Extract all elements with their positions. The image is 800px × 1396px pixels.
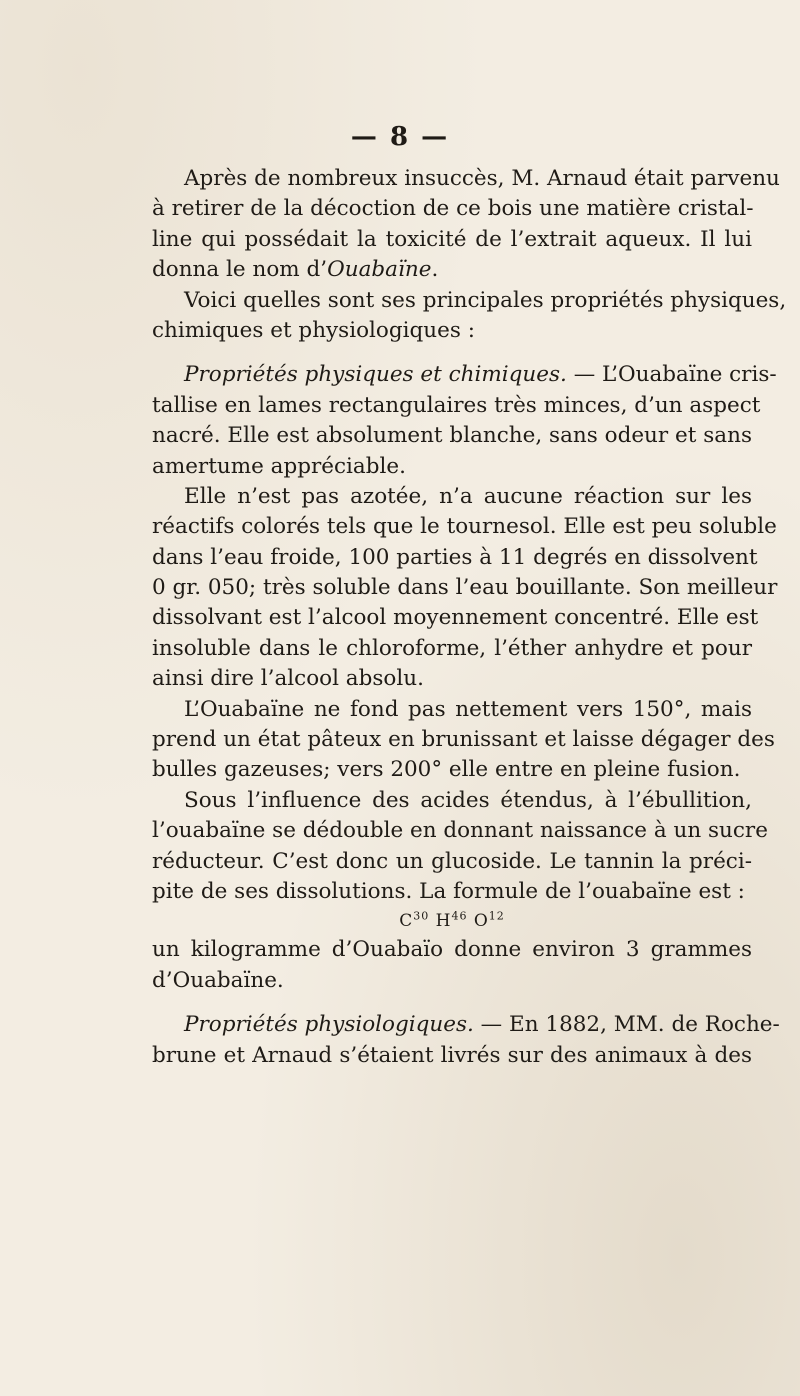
text-line: pite de ses dissolutions. La formule de l’ouabaïne est : <box>152 878 745 904</box>
formula-element: C <box>399 911 414 932</box>
text-line <box>152 255 752 285</box>
text-line: brune et Arnaud s’étaient livrés sur des animaux à des <box>152 1042 752 1068</box>
text-line: line qui possédait la toxicité de l’extrait aqueux. Il lui <box>152 226 752 252</box>
section-heading: Propriétés physiques et chimiques. <box>184 362 567 388</box>
text-line: prend un état pâteux en brunissant et laisse dégager des <box>152 727 775 753</box>
paragraph-gap <box>152 346 752 360</box>
text-fragment: — L’Ouabaïne cris- <box>566 362 777 388</box>
text-line: tallise en lames rectangulaires très minces, d’un aspect <box>152 392 761 418</box>
section-heading: Propriétés physiologiques. <box>184 1012 474 1038</box>
text-line: nacré. Elle est absolument blanche, sans odeur et sans <box>152 423 752 449</box>
text-line <box>152 1010 780 1040</box>
text-line: Sous l’influence des acides étendus, à l’ébullition, <box>184 787 752 813</box>
text-line: amertume appréciable. <box>152 453 406 479</box>
compound-name: Ouabaïne <box>327 257 432 283</box>
text-line: Voici quelles sont ses principales propriétés physiques, <box>184 287 787 313</box>
formula-element: O <box>473 911 489 932</box>
text-fragment: — En 1882, MM. de Roche- <box>473 1012 780 1038</box>
formula-subscript: 46 <box>451 909 468 923</box>
text-line: bulles gazeuses; vers 200° elle entre en pleine fusion. <box>152 757 741 783</box>
paragraph-gap <box>152 996 752 1010</box>
text-line: chimiques et physiologiques : <box>152 317 475 343</box>
text-line: dissolvant est l’alcool moyennement concentré. Elle est <box>152 605 759 631</box>
formula-subscript: 30 <box>413 909 430 923</box>
text-line: L’Ouabaïne ne fond pas nettement vers 150°, mais <box>184 696 752 722</box>
text-line: un kilogramme d’Ouabaïo donne environ 3 grammes <box>152 937 752 963</box>
formula-element: H <box>435 911 452 932</box>
text-line: 0 gr. 050; très soluble dans l’eau bouillante. Son meilleur <box>152 575 778 601</box>
text-line: Après de nombreux insuccès, M. Arnaud était parvenu <box>184 166 780 191</box>
text-line: à retirer de la décoction de ce bois une matière cristal- <box>152 196 754 222</box>
text-line: dans l’eau froide, 100 parties à 11 degrés en dissolvent <box>152 544 758 570</box>
text-line: réducteur. C’est donc un glucoside. Le tannin la préci- <box>152 848 752 874</box>
text-fragment: donna le nom d’ <box>152 257 328 283</box>
formula-subscript: 12 <box>488 909 505 923</box>
chemical-formula <box>152 907 752 935</box>
page-number: — 8 — <box>350 122 450 152</box>
text-line <box>152 360 777 390</box>
text-line: réactifs colorés tels que le tournesol. Elle est peu soluble <box>152 514 777 540</box>
text-line: insoluble dans le chloroforme, l’éther anhydre et pour <box>152 635 752 661</box>
text-line: ainsi dire l’alcool absolu. <box>152 666 424 692</box>
body-text <box>152 164 787 1071</box>
text-line: l’ouabaïne se dédouble en donnant naissance à un sucre <box>152 818 768 844</box>
text-fragment: . <box>431 257 439 283</box>
text-line: Elle n’est pas azotée, n’a aucune réaction sur les <box>184 483 752 509</box>
text-line: d’Ouabaïne. <box>152 967 284 993</box>
